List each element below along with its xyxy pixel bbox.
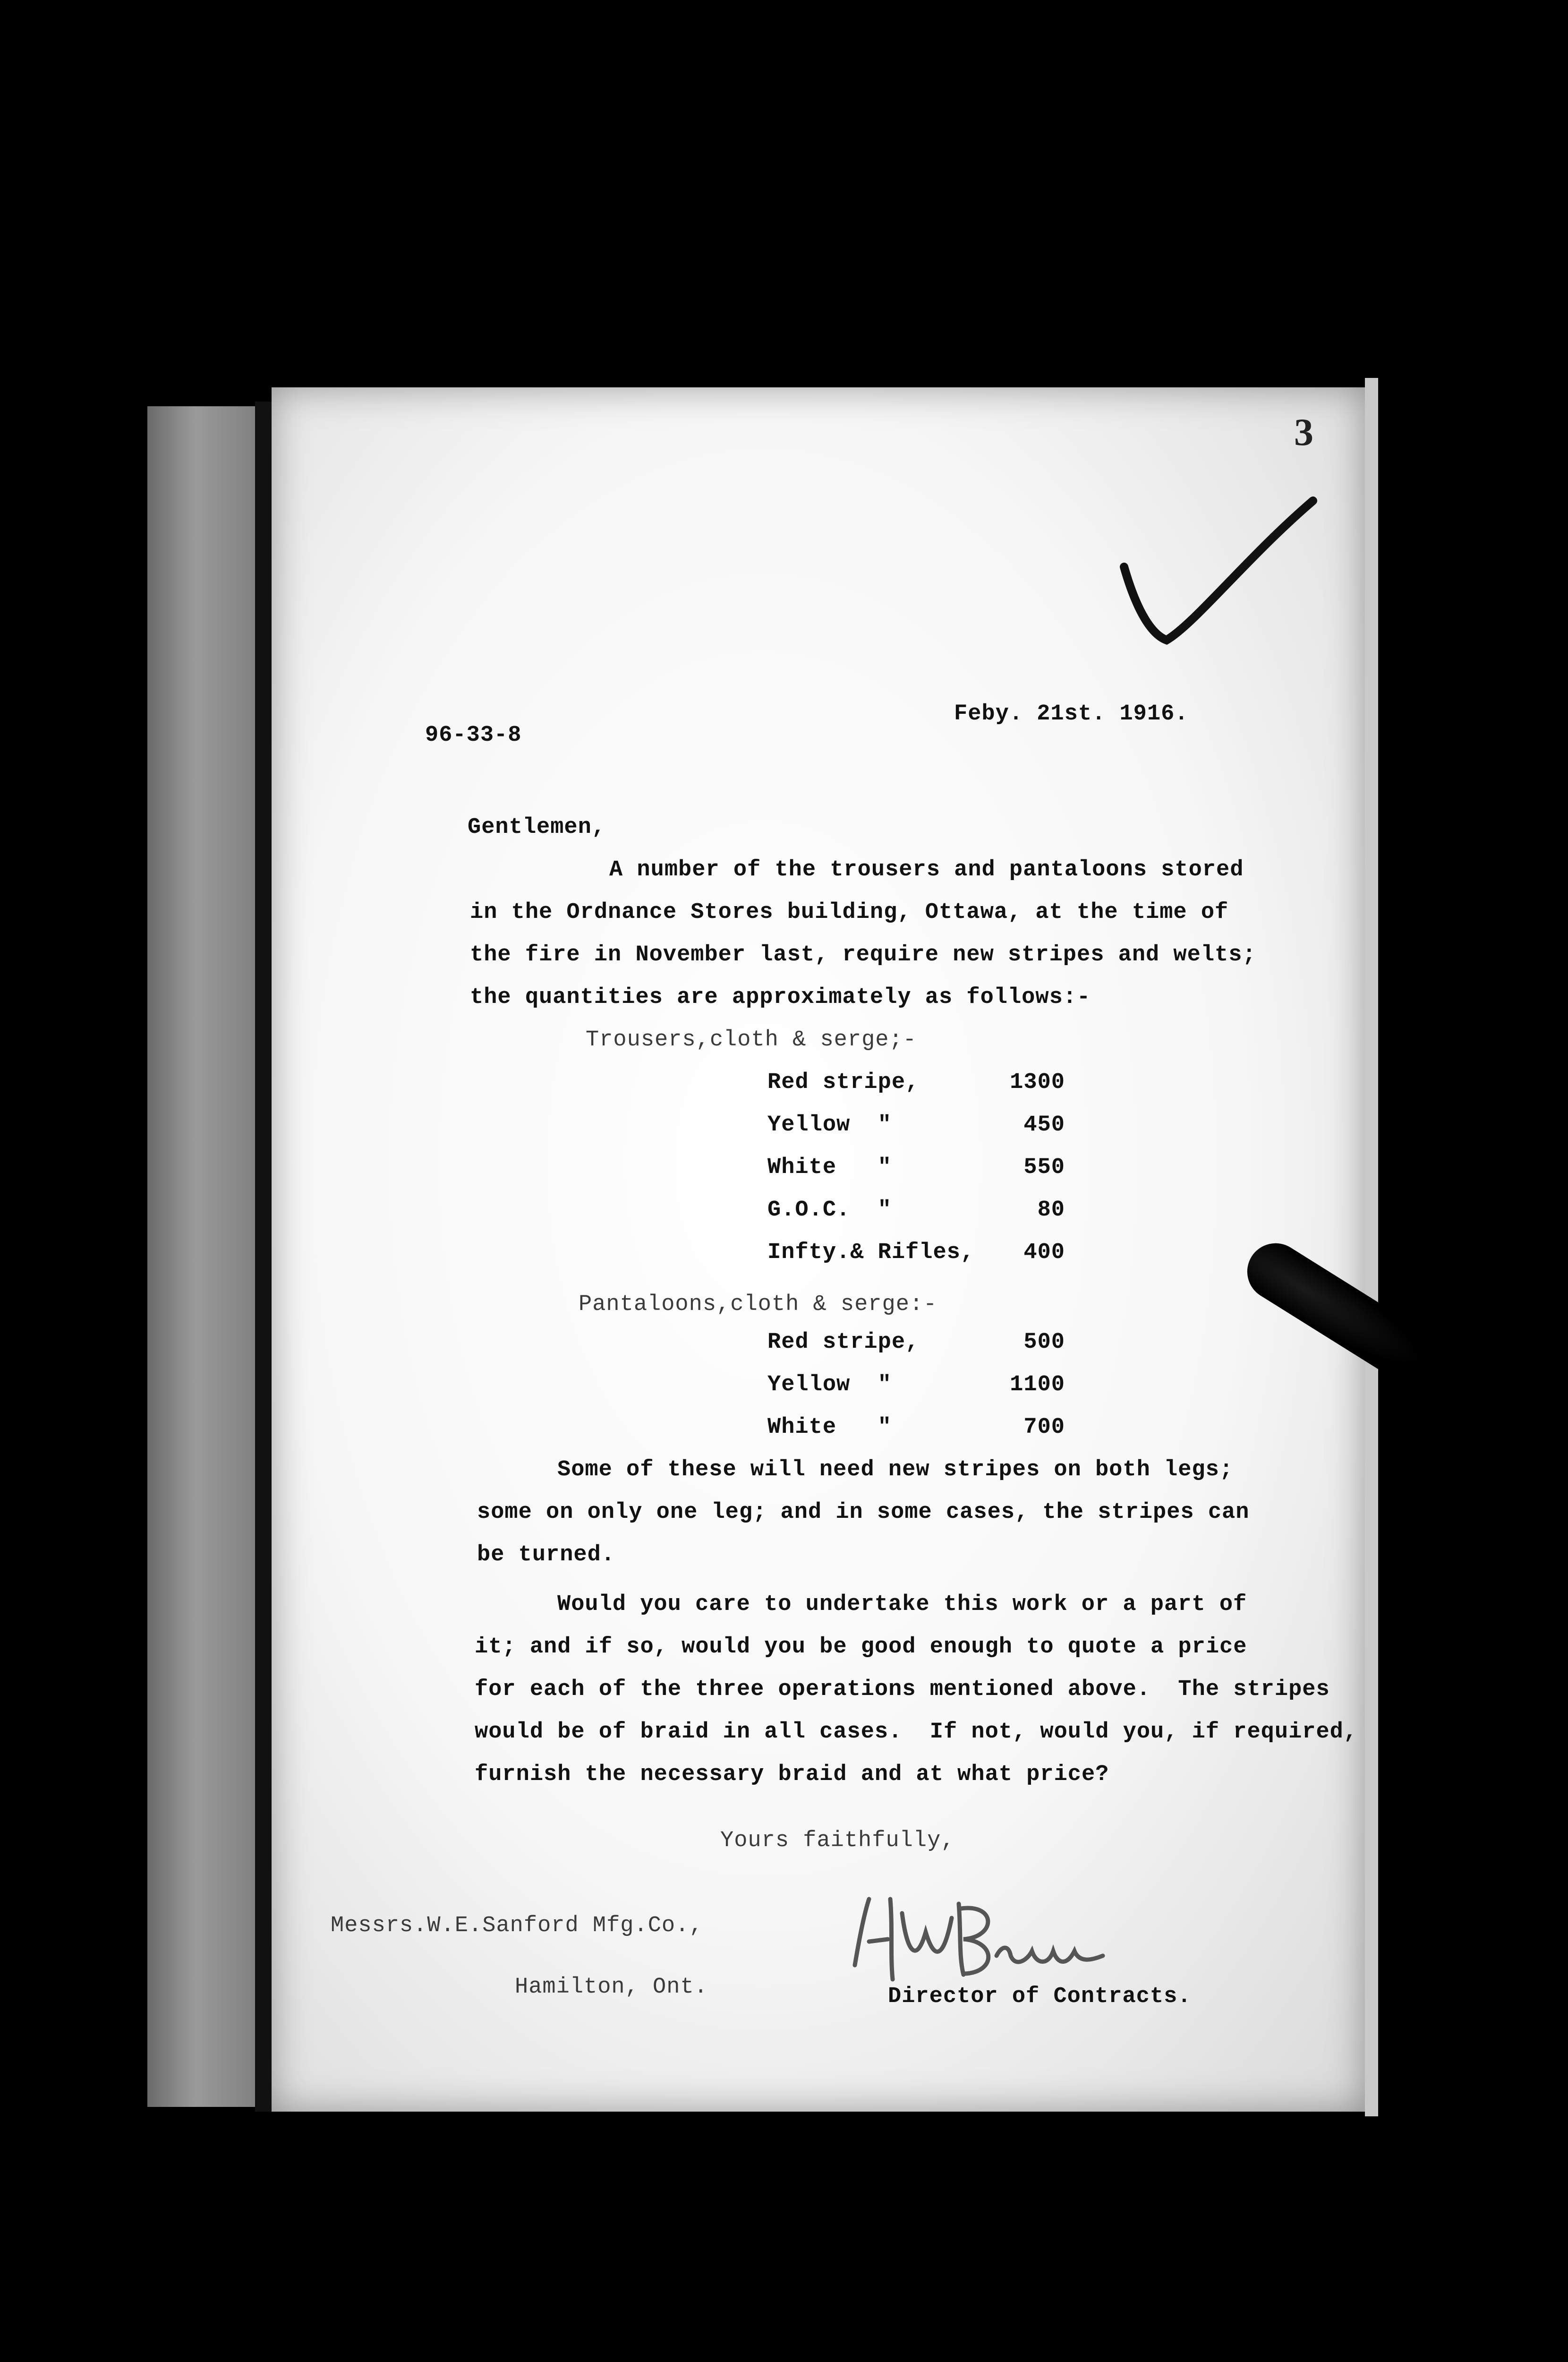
pantaloons-item-qty: 500 (1023, 1330, 1065, 1355)
trousers-item-label: Yellow " (767, 1113, 892, 1138)
paragraph-line: A number of the trousers and pantaloons stored (609, 857, 1244, 882)
handwritten-signature (845, 1885, 1110, 1994)
trousers-item-qty: 1300 (1010, 1070, 1065, 1095)
signature-title: Director of Contracts. (888, 1984, 1192, 2009)
paragraph-line: would be of braid in all cases. If not, would you, if required, (475, 1720, 1358, 1745)
file-reference: 96-33-8 (425, 723, 522, 748)
pantaloons-item-label: Red stripe, (767, 1330, 920, 1355)
paragraph-line: be turned. (477, 1542, 615, 1567)
closing: Yours faithfully, (720, 1828, 955, 1853)
paragraph-line: Some of these will need new stripes on both legs; (557, 1457, 1234, 1482)
page-number: 3 (1294, 411, 1313, 454)
paragraph-line: some on only one leg; and in some cases, the stripes can (477, 1500, 1250, 1525)
trousers-item-label: G.O.C. " (767, 1198, 892, 1223)
recipient-city: Hamilton, Ont. (515, 1975, 708, 2000)
checkmark-icon (1115, 482, 1318, 661)
paragraph-line: Would you care to undertake this work or a part of (557, 1592, 1247, 1617)
paragraph-line: the fire in November last, require new stripes and welts; (470, 942, 1256, 967)
letter-date: Feby. 21st. 1916. (954, 702, 1189, 727)
pantaloons-item-qty: 1100 (1010, 1372, 1065, 1397)
recipient-name: Messrs.W.E.Sanford Mfg.Co., (331, 1913, 703, 1938)
trousers-heading: Trousers,cloth & serge;- (586, 1027, 917, 1053)
paragraph-line: furnish the necessary braid and at what price? (475, 1762, 1109, 1787)
paragraph-line: the quantities are approximately as follows:- (470, 985, 1091, 1010)
paragraph-line: in the Ordnance Stores building, Ottawa, at the time of (470, 900, 1229, 925)
trousers-item-qty: 400 (1023, 1240, 1065, 1265)
trousers-item-label: Red stripe, (767, 1070, 920, 1095)
paragraph-line: it; and if so, would you be good enough to quote a price (475, 1635, 1247, 1660)
paper-edge (1365, 378, 1378, 2116)
pantaloons-heading: Pantaloons,cloth & serge:- (579, 1292, 937, 1317)
paragraph-line: for each of the three operations mentioned above. The stripes (475, 1677, 1330, 1702)
pantaloons-item-label: White " (767, 1415, 892, 1440)
trousers-item-qty: 80 (1037, 1198, 1065, 1223)
pantaloons-item-label: Yellow " (767, 1372, 892, 1397)
trousers-item-label: White " (767, 1155, 892, 1180)
binding-strip (147, 406, 265, 2107)
trousers-item-qty: 450 (1023, 1113, 1065, 1138)
trousers-item-qty: 550 (1023, 1155, 1065, 1180)
pantaloons-item-qty: 700 (1023, 1415, 1065, 1440)
salutation: Gentlemen, (468, 815, 606, 840)
trousers-item-label: Infty.& Rifles, (767, 1240, 975, 1265)
